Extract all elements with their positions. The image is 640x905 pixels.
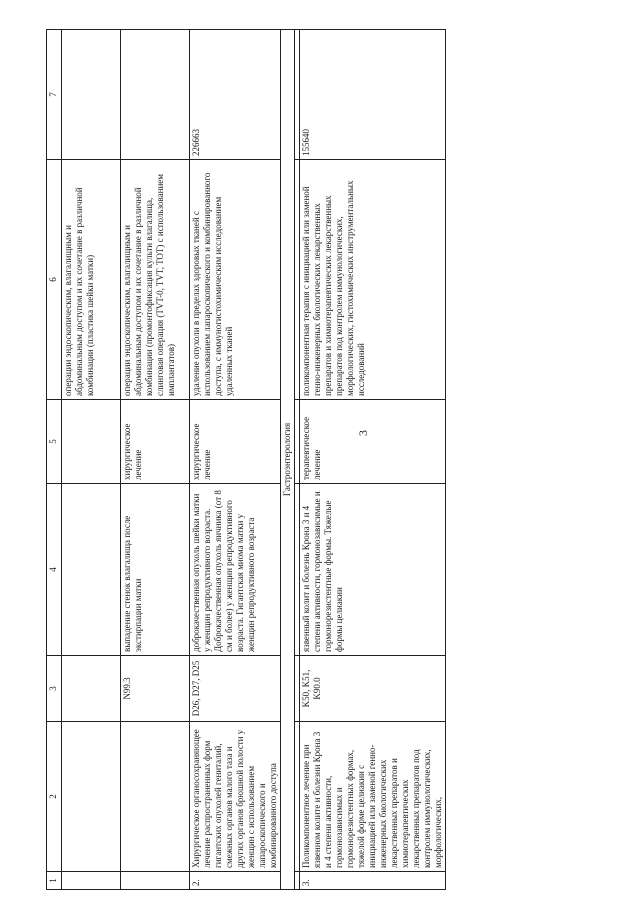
header-col-5: 5 — [47, 400, 62, 484]
row-number-cell: 3. — [300, 872, 446, 890]
treatment-method-cell: удаление опухоли в пределах здоровых тканей с использованием лапароскопического и комбинированного доступа, с иммуногистохимическим исследованием удаленных тканей — [190, 160, 281, 400]
treatment-type-cell: хирургическое лечение — [190, 400, 281, 484]
patient-model-cell: язвенный колит и болезнь Крона 3 и 4 степени активности, гормонозависимые и гормонорезистентные формы. Тяжелые формы целиакии — [300, 484, 446, 656]
header-col-3: 3 — [47, 656, 62, 722]
procedure-name-cell: Хирургическое органосохраняющее лечение распространенных форм гигантских опухолей гениталий, смежных органов малого таза и других органов брюшной полости у женщин с использованием лапароскопического и комбинированного доступа — [190, 722, 281, 872]
treatment-type-cell: хирургическое лечение — [121, 400, 190, 484]
cost-cell: 155640 — [300, 30, 446, 160]
header-col-7: 7 — [47, 30, 62, 160]
table-row-therapy — [300, 30, 446, 890]
page-number: 3 — [356, 430, 370, 436]
procedures-table — [46, 29, 446, 890]
section-title: Гастроэнтерология — [281, 30, 295, 890]
treatment-method-cell: поликомпонентная терапия с инициацией или заменой генно-инженерных биологических лекарственных препаратов и химиотерапевтических лекарственных препаратов под контролем иммунологических, морфологических, гистохимических инструментальных исследований — [300, 160, 446, 400]
section-title-row — [281, 30, 295, 890]
treatment-method-cell: операции эндоскопическим, влагалищным и абдоминальным доступом и их сочетание в различной комбинации (пластика шейки матки) — [62, 160, 121, 400]
rotated-table-container — [46, 30, 443, 890]
icd-code-cell: N99.3 — [121, 656, 190, 722]
procedure-name-cell: Поликомпонентное лечение при язвенном колите и болезни Крона 3 и 4 степени активности, гормонозависимых и гормонорезистентных формах, тяжелой форме целиакии с инициацией или заменой генно-инженерных биологических лекарственных препаратов и химиотерапевтических лекарственных препаратов под контролем иммунологических, морфологических, — [300, 722, 446, 872]
row-number-cell: 2. — [190, 872, 281, 890]
table-row-surgery — [190, 30, 281, 890]
header-row — [47, 30, 62, 890]
icd-code-cell: D26, D27, D25 — [190, 656, 281, 722]
header-col-1: 1 — [47, 872, 62, 890]
treatment-type-cell: терапевтическое лечение — [300, 400, 446, 484]
table-row-continuation — [62, 30, 121, 890]
treatment-method-cell: операции эндоскопическим, влагалищным и абдоминальным доступом и их сочетание в различной комбинации (промонтофиксация культи влагалища, слинговая операция (TVT-0, TVT, TOT) с использованием имплантатов) — [121, 160, 190, 400]
table-row-prolapse — [121, 30, 190, 890]
header-col-6: 6 — [47, 160, 62, 400]
cost-cell: 226663 — [190, 30, 281, 160]
patient-model-cell: доброкачественная опухоль шейки матки у женщин репродуктивного возраста. Доброкачественная опухоль яичника (от 8 см и более) у женщин репродуктивного возраста. Гигантская миома матки у женщин репродуктивного возраста — [190, 484, 281, 656]
header-col-4: 4 — [47, 484, 62, 656]
icd-code-cell: K50, K51, K90.0 — [300, 656, 446, 722]
patient-model-cell: выпадение стенок влагалища после экстирпации матки — [121, 484, 190, 656]
header-col-2: 2 — [47, 722, 62, 872]
